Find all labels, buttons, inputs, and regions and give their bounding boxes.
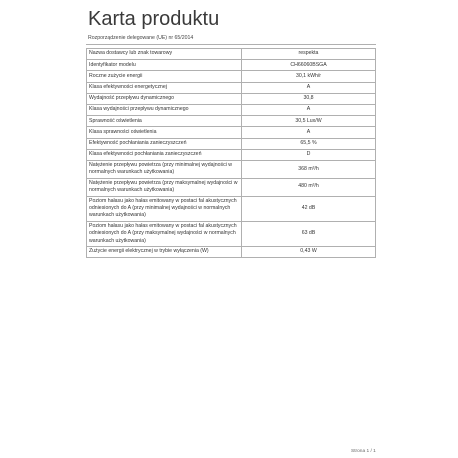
row-label: Natężenie przepływu powietrza (przy maksymalnej wydajności w normalnych warunkach użytkowania) [87,178,242,196]
table-row [87,221,376,246]
table-row [87,127,376,138]
document-title: Karta produktu [88,8,220,30]
row-value: A [242,127,376,138]
row-label: Identyfikator modelu [87,60,242,71]
table-row [87,60,376,71]
product-sheet [86,6,376,258]
table-row [87,49,376,60]
row-value: 65,5 % [242,138,376,149]
table-row [87,82,376,93]
row-label: Efektywność pochłaniania zanieczyszczeń [87,138,242,149]
row-value: 30,5 Lux/W [242,116,376,127]
table-row [87,116,376,127]
table-row [87,160,376,178]
row-label: Klasa sprawności oświetlenia [87,127,242,138]
table-row [87,178,376,196]
row-value: 30,1 kWh/r [242,71,376,82]
row-value: 368 m³/h [242,160,376,178]
regulation-subtitle: Rozporządzenie delegowane (UE) nr 65/2014 [86,32,376,45]
table-row [87,93,376,104]
row-label: Poziom hałasu jako hałas emitowany w postaci fal akustycznych odniesionych do A (przy minimalnej wydajności w normalnych warunkach użytkowania) [87,196,242,221]
table-row [87,196,376,221]
row-value: 0,43 W [242,246,376,257]
table-row [87,71,376,82]
table-row [87,149,376,160]
row-value: 63 dB [242,221,376,246]
row-value: A [242,104,376,115]
row-value: respekta [242,49,376,60]
row-label: Sprawność oświetlenia [87,116,242,127]
row-value: 42 dB [242,196,376,221]
row-label: Klasa efektywności energetycznej [87,82,242,93]
row-value: A [242,82,376,93]
row-value: 30,8 [242,93,376,104]
table-row [87,104,376,115]
row-label: Wydajność przepływu dynamicznego [87,93,242,104]
row-label: Poziom hałasu jako hałas emitowany w postaci fal akustycznych odniesionych do A (przy maksymalnej wydajności w normalnych warunkach użytkowania) [87,221,242,246]
row-label: Klasa efektywności pochłaniania zanieczyszczeń [87,149,242,160]
table-row [87,246,376,257]
table-row [87,138,376,149]
row-label: Roczne zużycie energii [87,71,242,82]
row-value: D [242,149,376,160]
row-label: Nazwa dostawcy lub znak towarowy [87,49,242,60]
page-number: Strona 1 / 1 [351,449,376,454]
row-label: Natężenie przepływu powietrza (przy minimalnej wydajności w normalnych warunkach użytkowania) [87,160,242,178]
row-label: Klasa wydajności przepływu dynamicznego [87,104,242,115]
row-value: CH66060BSGA [242,60,376,71]
row-value: 480 m³/h [242,178,376,196]
spec-table [86,48,376,258]
row-label: Zużycie energii elektrycznej w trybie wyłączenia (W) [87,246,242,257]
